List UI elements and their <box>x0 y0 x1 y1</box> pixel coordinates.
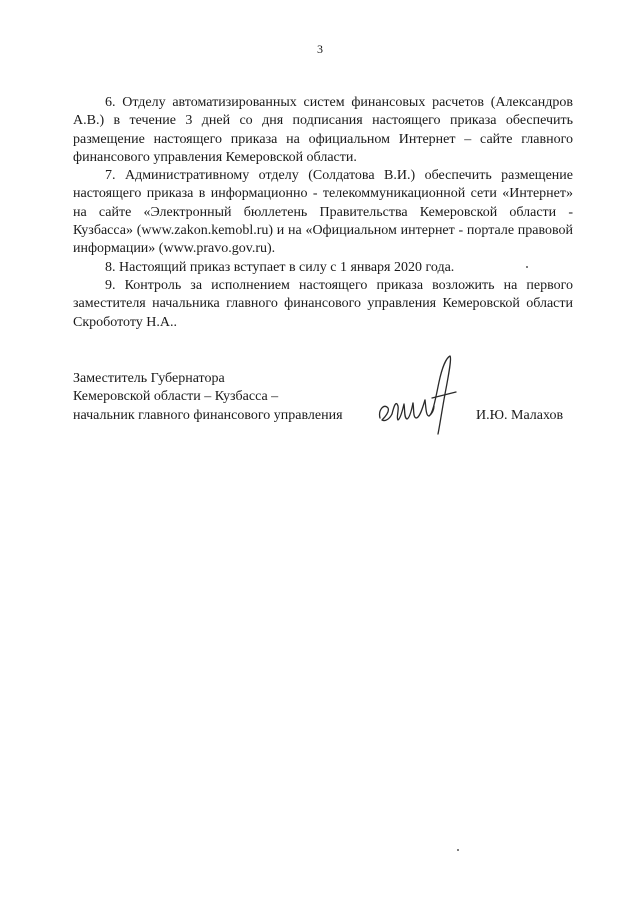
signatory-name: И.Ю. Малахов <box>476 407 564 423</box>
paragraph-item-8: 8. Настоящий приказ вступает в силу с 1 января 2020 года. <box>105 259 455 275</box>
signatory-position-line: начальник главного финансового управления <box>73 407 343 423</box>
signatory-position-line: Заместитель Губернатора <box>73 371 225 386</box>
stray-mark <box>457 849 459 851</box>
page-number: 3 <box>317 42 323 56</box>
paragraph-item-7: 7. Административному отделу (Солдатова В.И.) обеспечить размещение настоящего приказа в информационно - телекоммуникационной сети «Интернет» на сайте «Электронный бюллетень Правительства Кемеровской области - Кузбасса» (www.zakon.kemobl.ru) и на «Официальном интернет - портале правовой информации» (www.pravo.gov.ru). <box>73 168 573 257</box>
paragraph-item-6: 6. Отделу автоматизированных систем финансовых расчетов (Александров А.В.) в течение 3 дней со дня подписания настоящего приказа обеспечить размещение настоящего приказа на официальном Интернет – сайте главного финансового управления Кемеровской области. <box>73 95 573 165</box>
signature-block <box>73 370 573 425</box>
handwritten-signature <box>376 348 481 440</box>
signatory-position-line: Кемеровской области – Кузбасса – <box>73 389 279 405</box>
order-body <box>73 94 573 332</box>
stray-mark <box>526 266 528 268</box>
paragraph-item-9: 9. Контроль за исполнением настоящего приказа возложить на первого заместителя начальника главного финансового управления Кемеровской области Скробототу Н.А.. <box>73 277 573 330</box>
